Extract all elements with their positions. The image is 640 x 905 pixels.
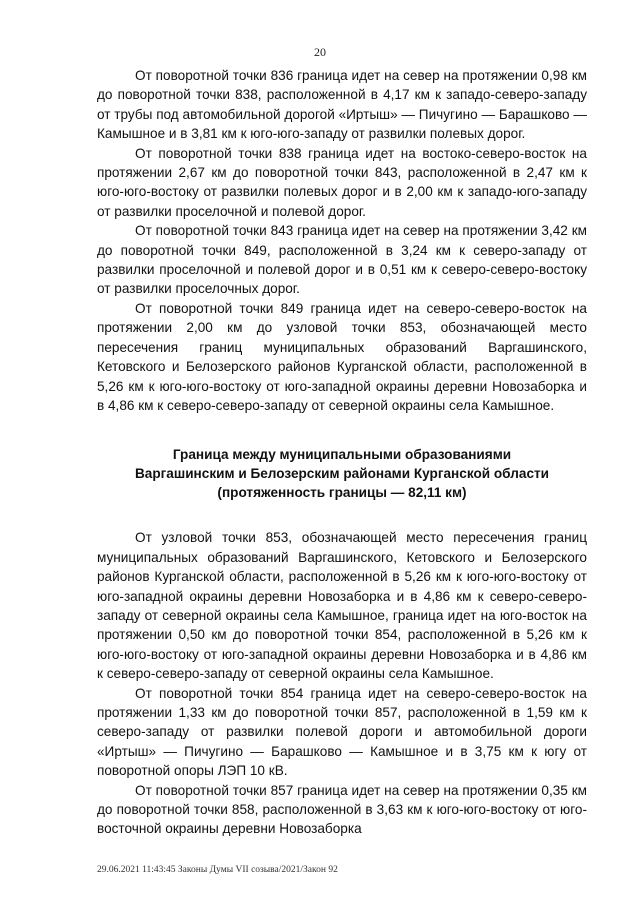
paragraph-853: От узловой точки 853, обозначающей место пересечения границ муниципальных образований Варгашинского, Кетовского и Белозерского районов Курганской области, расположенной в 5,26 км к юго-юго-востоку от юго-западной окраины деревни Новозаборка и в 4,86 км к северо-северо-западу от северной окраины села Камышное, граница идет на юго-восток на протяжении 0,50 км до поворотной точки 854, расположенной в 5,26 км к юго-юго-востоку от юго-западной окраины деревни Новозаборка и в 4,86 км к северо-северо-западу от северной окраины села Камышное. — [97, 530, 587, 682]
document-body — [97, 66, 587, 839]
page-number: 20 — [314, 45, 326, 59]
paragraph-857: От поворотной точки 857 граница идет на север на протяжении 0,35 км до поворотной точки 858, расположенной в 3,63 км к юго-юго-востоку от юго-восточной окраины деревни Новозаборка — [97, 782, 587, 837]
heading-line-1: Граница между муниципальными образованиями — [172, 447, 512, 463]
paragraph-836: От поворотной точки 836 граница идет на север на протяжении 0,98 км до поворотной точки 838, расположенной в 4,17 км к западо-северо-западу от трубы под автомобильной дорогой «Иртыш» — Пичугино — Барашково — Камышное и в 3,81 км к юго-юго-западу от развилки полевых дорог. — [97, 68, 587, 142]
footer-stamp: 29.06.2021 11:43:45 Законы Думы VII созыва/2021/Закон 92 — [97, 865, 338, 875]
paragraph-854: От поворотной точки 854 граница идет на северо-северо-восток на протяжении 1,33 км до поворотной точки 857, расположенной в 1,59 км к северо-западу от развилки полевой дороги и автомобильной дороги «Иртыш» — Пичугино — Барашково — Камышное и в 3,75 км к югу от поворотной опоры ЛЭП 10 кВ. — [97, 685, 587, 779]
section-heading — [97, 445, 587, 502]
heading-line-2: Варгашинским и Белозерским районами Курганской области — [134, 466, 550, 482]
paragraph-843: От поворотной точки 843 граница идет на север на протяжении 3,42 км до поворотной точки 849, расположенной в 3,24 км к северо-западу от развилки проселочной и полевой дорог и в 0,51 км к северо-северо-востоку от развилки проселочных дорог. — [97, 223, 587, 297]
heading-line-3: (протяженность границы — 82,11 км) — [217, 485, 467, 501]
paragraph-849: От поворотной точки 849 граница идет на северо-северо-восток на протяжении 2,00 км до узловой точки 853, обозначающей место пересечения границ муниципальных образований Варгашинского, Кетовского и Белозерского районов Курганской области, расположенной в 5,26 км к юго-юго-востоку от юго-западной окраины деревни Новозаборка и в 4,86 км к северо-северо-западу от северной окраины села Камышное. — [97, 300, 587, 413]
paragraph-838: От поворотной точки 838 граница идет на востоко-северо-восток на протяжении 2,67 км до поворотной точки 843, расположенной в 2,47 км к юго-юго-востоку от развилки полевых дорог и в 2,00 км к западо-юго-западу от развилки проселочной и полевой дорог. — [97, 145, 587, 219]
